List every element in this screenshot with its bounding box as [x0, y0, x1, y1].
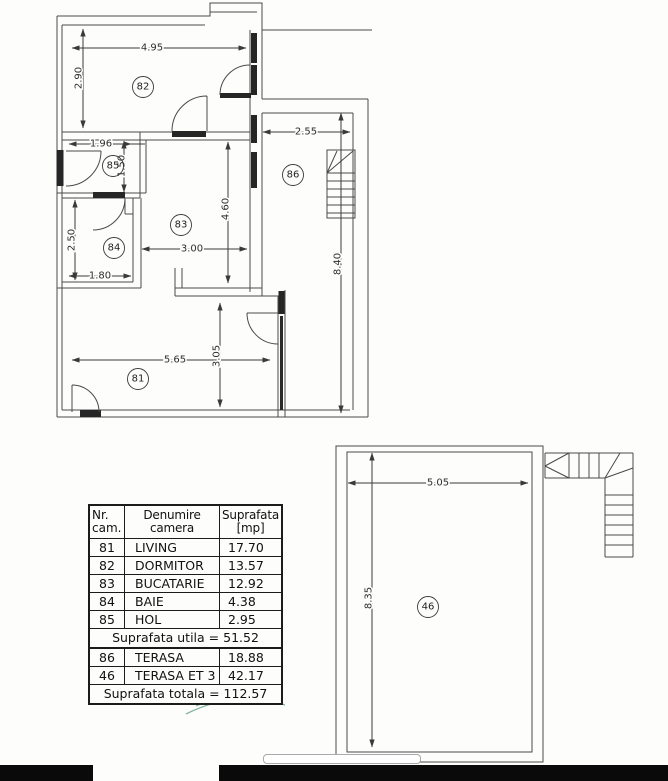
cell-area: 18.88 [228, 649, 264, 665]
dim-label: 2.50 [66, 228, 78, 252]
dim-label: 2.55 [294, 126, 318, 138]
table-row [90, 667, 281, 685]
cell-area: 4.38 [228, 593, 256, 609]
cell-area: 13.57 [228, 557, 264, 573]
table-row [90, 611, 281, 629]
cell-area: 12.92 [228, 575, 264, 591]
header-suprafata: Suprafata [mp] [222, 507, 279, 535]
table-row [90, 575, 281, 593]
cell-nr: 86 [90, 649, 125, 666]
cell-name: TERASA ET 3 [125, 667, 220, 684]
upper-floor-plan [57, 3, 373, 417]
dim-label: 8.35 [363, 586, 375, 610]
entrance-door-frame [57, 150, 64, 186]
table-row [90, 593, 281, 611]
dim-label: 5.05 [426, 477, 450, 489]
cell-area: 17.70 [228, 539, 264, 555]
room-area-table [88, 504, 283, 705]
cell-nr: 81 [90, 539, 125, 556]
living-bottom-door-arc [72, 385, 99, 412]
bath-door [93, 192, 125, 198]
room-label-46: 46 [421, 601, 435, 613]
room-label-82: 82 [136, 81, 150, 93]
table-row [90, 539, 281, 557]
cell-name: TERASA [125, 649, 220, 666]
dim-label: 1.96 [89, 138, 113, 150]
lower-stairs [545, 453, 633, 557]
scan-black-bar-left [0, 765, 93, 781]
bedroom-door-frame [251, 65, 257, 95]
dim-label: 4.95 [140, 42, 164, 54]
header-denumire: Denumire camera [125, 506, 220, 538]
room-label-85: 85 [106, 160, 120, 172]
living-terrace-door-arc [247, 313, 278, 344]
dim-label: 3.00 [180, 243, 204, 255]
room-label-84: 84 [107, 242, 121, 254]
entrance-door-arc [66, 151, 101, 186]
cell-area: 42.17 [228, 667, 264, 683]
dim-label: 1.80 [88, 270, 112, 282]
living-bottom-door [80, 410, 101, 417]
dim-label: 3.05 [211, 344, 223, 368]
bath-door-arc [93, 198, 125, 230]
room-label-81: 81 [131, 373, 145, 385]
kitchen-window-2 [251, 152, 257, 188]
cell-nr: 82 [90, 557, 125, 574]
bedroom-right-door-arc [220, 65, 250, 95]
kitchen-window-1 [251, 115, 257, 143]
room-label-83: 83 [174, 219, 188, 231]
scan-black-bar-right [219, 765, 668, 781]
cell-name: LIVING [125, 539, 220, 556]
cell-name: BUCATARIE [125, 575, 220, 592]
dim-label: 8.40 [332, 252, 344, 276]
living-terrace-door [279, 291, 285, 314]
dim-label: 1.50 [116, 154, 128, 178]
table-header-row [90, 506, 281, 539]
total-row: Suprafata totala = 112.57 [103, 686, 268, 701]
upper-dimensions [67, 29, 351, 413]
bedroom-bottom-door-arc [172, 96, 207, 131]
header-nr-cam: Nr. cam. [90, 506, 125, 538]
cell-name: BAIE [125, 593, 220, 610]
bedroom-hall-door [172, 131, 206, 137]
bedroom-window [251, 33, 257, 63]
room-label-86: 86 [286, 169, 300, 181]
lower-dimensions [348, 453, 528, 747]
cell-nr: 83 [90, 575, 125, 592]
scrollbar-thumb[interactable] [263, 754, 421, 764]
cell-name: DORMITOR [125, 557, 220, 574]
dim-label: 4.60 [220, 197, 232, 221]
dim-label: 5.65 [163, 354, 187, 366]
cell-name: HOL [125, 611, 220, 628]
cell-nr: 85 [90, 611, 125, 628]
lower-room-labels [418, 597, 439, 618]
lower-floor-plan [336, 446, 633, 762]
cell-area: 2.95 [228, 611, 256, 627]
subtotal-row: Suprafata utila = 51.52 [90, 629, 281, 649]
dim-label: 2.90 [73, 66, 85, 90]
table-row [90, 557, 281, 575]
bedroom-door-leaf [220, 93, 251, 98]
table-row [90, 649, 281, 667]
cell-nr: 84 [90, 593, 125, 610]
cell-nr: 46 [90, 667, 125, 684]
